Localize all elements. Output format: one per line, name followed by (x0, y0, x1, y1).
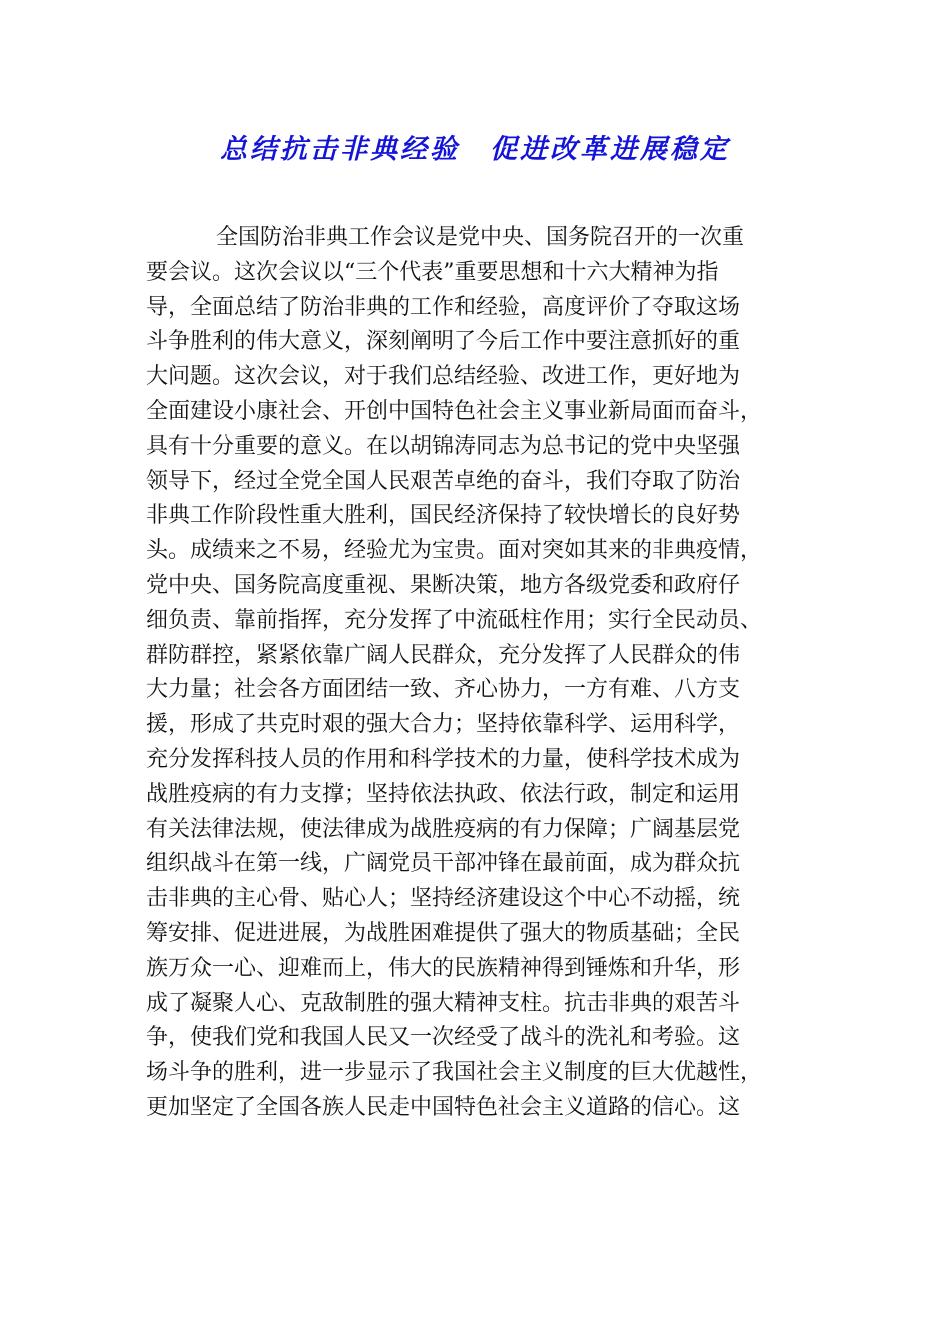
body-line: 有关法律法规，使法律成为战胜疫病的有力保障；广阔基层党 (146, 816, 741, 842)
body-line: 全面建设小康社会、开创中国特色社会主义事业新局面而奋斗， (146, 398, 763, 424)
body-line: 族万众一心、迎难而上，伟大的民族精神得到锤炼和升华，形 (146, 955, 741, 981)
body-line: 导，全面总结了防治非典的工作和经验，高度评价了夺取这场 (146, 294, 741, 320)
body-line: 大问题。这次会议，对于我们总结经验、改进工作，更好地为 (146, 364, 741, 390)
body-line: 击非典的主心骨、贴心人；坚持经济建设这个中心不动摇，统 (146, 886, 741, 912)
body-line: 斗争胜利的伟大意义，深刻阐明了今后工作中要注意抓好的重 (146, 329, 741, 355)
document-body (146, 221, 806, 1126)
body-line: 大力量；社会各方面团结一致、齐心协力，一方有难、八方支 (146, 677, 741, 703)
body-line: 具有十分重要的意义。在以胡锦涛同志为总书记的党中央坚强 (146, 433, 741, 459)
body-line: 领导下，经过全党全国人民艰苦卓绝的奋斗，我们夺取了防治 (146, 468, 741, 494)
body-line: 援，形成了共克时艰的强大合力；坚持依靠科学、运用科学， (146, 712, 741, 738)
body-line: 组织战斗在第一线，广阔党员干部冲锋在最前面，成为群众抗 (146, 851, 741, 877)
body-line: 更加坚定了全国各族人民走中国特色社会主义道路的信心。这 (146, 1094, 741, 1120)
body-line: 群防群控，紧紧依靠广阔人民群众，充分发挥了人民群众的伟 (146, 642, 741, 668)
body-line: 头。成绩来之不易，经验尤为宝贵。面对突如其来的非典疫情， (146, 538, 763, 564)
body-line: 筹安排、促进进展，为战胜困难提供了强大的物质基础；全民 (146, 920, 741, 946)
body-line: 非典工作阶段性重大胜利，国民经济保持了较快增长的良好势 (146, 503, 741, 529)
body-line: 成了凝聚人心、克敌制胜的强大精神支柱。抗击非典的艰苦斗 (146, 990, 741, 1016)
body-line: 党中央、国务院高度重视、果断决策，地方各级党委和政府仔 (146, 572, 741, 598)
body-line: 战胜疫病的有力支撑；坚持依法执政、依法行政，制定和运用 (146, 781, 741, 807)
body-line: 全国防治非典工作会议是党中央、国务院召开的一次重 (216, 225, 745, 250)
body-line: 要会议。这次会议以“三个代表”重要思想和十六大精神为指 (146, 259, 719, 285)
body-line: 场斗争的胜利，进一步显示了我国社会主义制度的巨大优越性， (146, 1060, 763, 1086)
body-line: 细负责、靠前指挥，充分发挥了中流砥柱作用；实行全民动员、 (146, 607, 763, 633)
body-line: 充分发挥科技人员的作用和科学技术的力量，使科学技术成为 (146, 746, 741, 772)
body-line: 争，使我们党和我国人民又一次经受了战斗的洗礼和考验。这 (146, 1025, 741, 1051)
document-title: 总结抗击非典经验 促进改革进展稳定 (220, 134, 730, 165)
